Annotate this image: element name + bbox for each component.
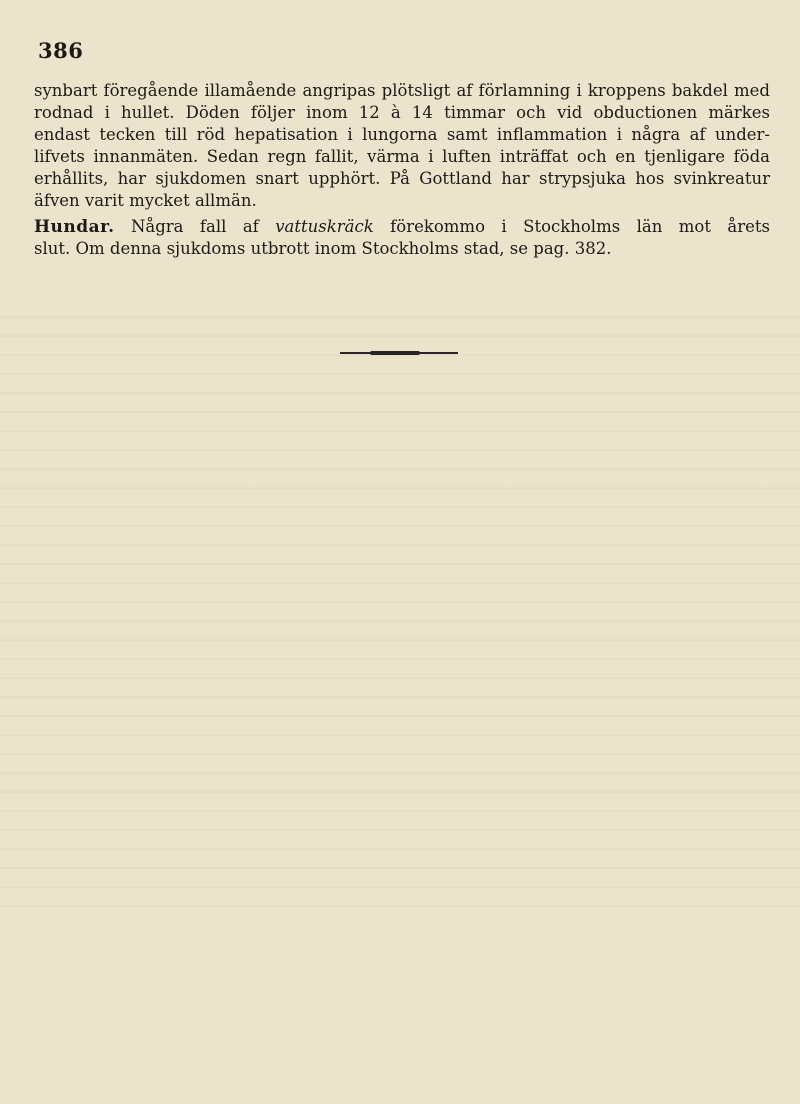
section-text-before: Några fall af [130, 217, 259, 236]
text-line: erhållits, har sjukdomen snart upphört. På Gottland har strypsjuka hos svinkreatur [34, 169, 770, 188]
show-through-texture [0, 300, 800, 920]
text-line: lifvets innanmäten. Sedan regn fallit, värma i luften inträffat och en tjenligare föda [34, 147, 770, 166]
section-heading: Hundar. [34, 217, 115, 237]
species-name: vattuskräck [275, 217, 374, 236]
text-line: äfven varit mycket allmän. [34, 191, 257, 210]
text-line: endast tecken till röd hepatisation i lungorna samt inflammation i några af under- [34, 125, 770, 144]
text-line: slut. Om denna sjukdoms utbrott inom Stockholms stad, se pag. 382. [34, 239, 612, 258]
page-number: 386 [38, 38, 84, 63]
text-line: rodnad i hullet. Döden följer inom 12 à 14 timmar och vid obductionen märkes [34, 103, 770, 122]
section-hundar-line [34, 216, 770, 238]
section-text-after: förekommo i Stockholms län mot årets [390, 217, 771, 236]
body-text [34, 80, 770, 260]
text-line: synbart föregående illamående angripas plötsligt af förlamning i kroppens bakdel med [34, 81, 770, 100]
section-divider [340, 352, 458, 354]
